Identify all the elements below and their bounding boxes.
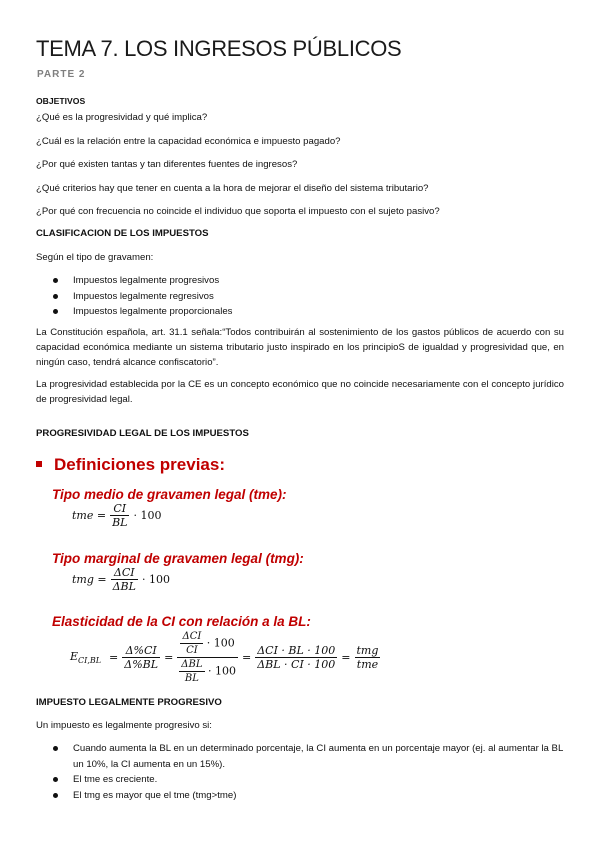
question-3: ¿Por qué existen tantas y tan diferentes fuentes de ingresos? [36,159,298,170]
objetivos-heading: OBJETIVOS [36,96,86,106]
list-item: El tme es creciente. [36,772,564,788]
segun-text: Según el tipo de gravamen: [36,252,154,263]
constitucion-paragraph: La Constitución española, art. 31.1 señala:“Todos contribuirán al sostenimiento de los gastos públicos de acuerdo con su capacidad económica mediante un sistema tributario justo inspirado en los principioS de igualdad y progresividad que, en ningún caso, tendrá alcance confiscatorio”. [36,327,564,368]
list-item: Impuestos legalmente regresivos [36,289,232,305]
bullet-icon [53,278,58,283]
question-4: ¿Qué criterios hay que tener en cuenta a la hora de mejorar el diseño del sistema tributario? [36,183,429,194]
impuesto-list [36,741,564,803]
gravamen-list [36,273,232,320]
tmg-heading: Tipo marginal de gravamen legal (tmg): [52,551,304,566]
impuesto-intro: Un impuesto es legalmente progresivo si: [36,720,212,731]
list-item: El tmg es mayor que el tme (tmg>tme) [36,788,564,804]
list-item: Impuestos legalmente progresivos [36,273,232,289]
question-2: ¿Cuál es la relación entre la capacidad económica e impuesto pagado? [36,136,341,147]
list-item: Impuestos legalmente proporcionales [36,304,232,320]
bullet-icon [53,793,58,798]
progresividad-paragraph: La progresividad establecida por la CE es un concepto económico que no coincide necesariamente con el concepto jurídico de progresividad legal. [36,379,564,405]
question-1: ¿Qué es la progresividad y qué implica? [36,112,208,123]
doc-subtitle: PARTE 2 [37,69,86,80]
definiciones-heading: Definiciones previas: [36,455,225,475]
elasticidad-heading: Elasticidad de la CI con relación a la BL: [52,614,311,629]
elasticidad-formula: $E_{CI,BL}$ = $\frac{\Delta\%CI}{\Delta\%BL}$ = $\frac{\text{ΔCI}}{CI}$ · 100 $\frac{\text{ΔBL}}{BL}$ · 100 = $\frac{\text{ΔCI · BL · 100}}{\text{ΔBL · CI · 100}}$ = $\frac{\text{tmg}}{\text{tme}}$ [70,631,379,684]
tmg-formula: tmg = $\frac{\text{ΔCI}}{\text{ΔBL}}$ · 100 [72,566,170,593]
list-item: Cuando aumenta la BL en un determinado porcentaje, la CI aumenta en un porcentaje mayor (ej. al aumentar la BL un 10%, la CI aumenta en un 15%). [36,741,564,772]
bullet-icon [53,777,58,782]
doc-title: TEMA 7. LOS INGRESOS PÚBLICOS [36,36,402,61]
square-bullet-icon [36,461,42,467]
clasificacion-heading: CLASIFICACION DE LOS IMPUESTOS [36,228,209,239]
bullet-icon [53,746,58,751]
impuesto-heading: IMPUESTO LEGALMENTE PROGRESIVO [36,697,222,708]
tme-heading: Tipo medio de gravamen legal (tme): [52,487,287,502]
tme-formula: tme = $\frac{CI}{BL}$ · 100 [72,502,162,529]
progresividad-heading: PROGRESIVIDAD LEGAL DE LOS IMPUESTOS [36,428,249,439]
bullet-icon [53,309,58,314]
bullet-icon [53,294,58,299]
question-5: ¿Por qué con frecuencia no coincide el individuo que soporta el impuesto con el sujeto pasivo? [36,206,440,217]
